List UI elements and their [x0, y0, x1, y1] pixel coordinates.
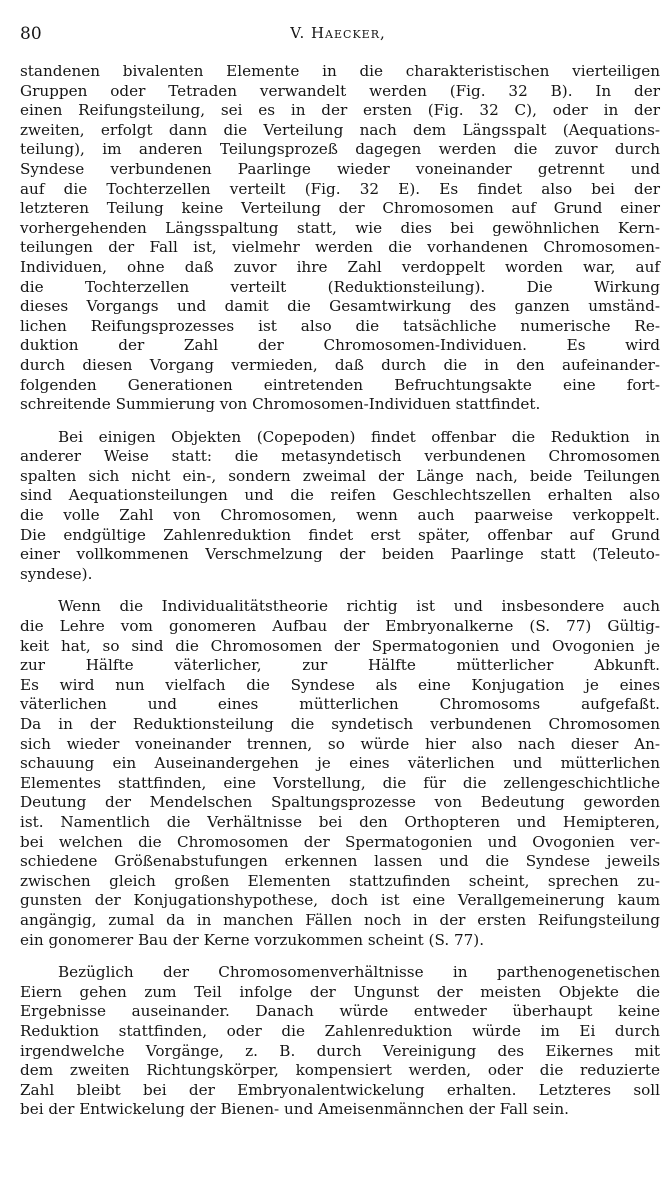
paragraph — [20, 963, 660, 1120]
text-line: sind Aequationsteilungen und die reifen Geschlechtszellen erhalten also — [20, 486, 660, 505]
text-line: zwischen gleich großen Elementen stattzufinden scheint, sprechen zu- — [20, 871, 660, 890]
text-line: Es wird nun vielfach die Syndese als eine Konjugation je eines — [20, 675, 660, 694]
text-line: Wenn die Individualitätstheorie richtig ist und insbesondere auch — [58, 597, 660, 616]
paragraph-gap — [20, 415, 660, 428]
text-line: gunsten der Konjugationshypothese, doch ist eine Verallgemeinerung kaum — [20, 891, 660, 910]
text-line: väterlichen und eines mütterlichen Chromosoms aufgefaßt. — [20, 695, 660, 714]
text-line: syndese). — [20, 564, 93, 583]
text-line: Elementes stattfinden, eine Vorstellung, die für die zellengeschichtliche — [20, 773, 660, 792]
running-head: V. Haecker, — [290, 24, 386, 42]
text-line: duktion der Zahl der Chromosomen-Individuen. Es wird — [20, 336, 660, 355]
text-line: Individuen, ohne daß zuvor ihre Zahl verdoppelt worden war, auf — [20, 257, 660, 276]
text-line: schauung ein Auseinandergehen je eines väterlichen und mütterlichen — [20, 754, 660, 773]
text-line: ist. Namentlich die Verhältnisse bei den Orthopteren und Hemipteren, — [20, 812, 660, 831]
text-line: letzteren Teilung keine Verteilung der Chromosomen auf Grund einer — [20, 199, 660, 218]
text-line: einen Reifungsteilung, sei es in der ersten (Fig. 32 C), oder in der — [20, 101, 660, 120]
text-line: standenen bivalenten Elemente in die charakteristischen vierteiligen — [20, 62, 660, 80]
text-line: vorhergehenden Längsspaltung statt, wie dies bei gewöhnlichen Kern- — [20, 218, 660, 237]
text-line: zur Hälfte väterlicher, zur Hälfte mütterlicher Abkunft. — [20, 656, 660, 675]
paragraph-gap — [20, 584, 660, 597]
text-line: Die endgültige Zahlenreduktion findet erst später, offenbar auf Grund — [20, 525, 660, 544]
text-line: anderer Weise statt: die metasyndetisch verbundenen Chromosomen — [20, 447, 660, 466]
text-line: Eiern gehen zum Teil infolge der Ungunst der meisten Objekte die — [20, 982, 660, 1001]
text-line: Ergebnisse auseinander. Danach würde entweder überhaupt keine — [20, 1002, 660, 1021]
text-line: die Tochterzellen verteilt (Reduktionsteilung). Die Wirkung — [20, 277, 660, 296]
text-line: sich wieder voneinander trennen, so würde hier also nach dieser An- — [20, 734, 660, 753]
text-line: Bezüglich der Chromosomenverhältnisse in parthenogenetischen — [58, 963, 660, 982]
paragraph-gap — [20, 950, 660, 963]
text-line: teilungen der Fall ist, vielmehr werden die vorhandenen Chromosomen- — [20, 238, 660, 257]
page-header — [20, 24, 656, 48]
text-line: teilung), im anderen Teilungsprozeß dagegen werden die zuvor durch — [20, 140, 660, 159]
text-line: Syndese verbundenen Paarlinge wieder voneinander getrennt und — [20, 159, 660, 178]
text-line: angängig, zumal da in manchen Fällen noch in der ersten Reifungsteilung — [20, 910, 660, 929]
text-line: lichen Reifungsprozesses ist also die tatsächliche numerische Re- — [20, 316, 660, 335]
page-number: 80 — [20, 24, 42, 44]
text-line: spalten sich nicht ein-, sondern zweimal der Länge nach, beide Teilungen — [20, 466, 660, 485]
text-line: Da in der Reduktionsteilung die syndetisch verbundenen Chromosomen — [20, 715, 660, 733]
text-line: auf die Tochterzellen verteilt (Fig. 32 E). Es findet also bei der — [20, 179, 660, 198]
text-line: folgenden Generationen eintretenden Befruchtungsakte eine fort- — [20, 375, 660, 394]
text-line: Zahl bleibt bei der Embryonalentwickelung erhalten. Letzteres soll — [20, 1080, 660, 1099]
text-line: dem zweiten Richtungskörper, kompensiert werden, oder die reduzierte — [20, 1061, 660, 1080]
paragraph — [20, 597, 660, 950]
paragraph — [20, 428, 660, 585]
text-line: zweiten, erfolgt dann die Verteilung nach dem Längsspalt (Aequations- — [20, 120, 660, 139]
text-line: Reduktion stattfinden, oder die Zahlenreduktion würde im Ei durch — [20, 1021, 660, 1040]
body-text — [20, 62, 660, 1120]
text-line: Deutung der Mendelschen Spaltungsprozesse von Bedeutung geworden — [20, 793, 660, 812]
text-line: bei der Entwickelung der Bienen- und Ameisenmännchen der Fall sein. — [20, 1100, 569, 1119]
text-line: die Lehre vom gonomeren Aufbau der Embryonalkerne (S. 77) Gültig- — [20, 617, 660, 636]
text-line: einer vollkommenen Verschmelzung der beiden Paarlinge statt (Teleuto- — [20, 545, 660, 564]
text-line: durch diesen Vorgang vermieden, daß durch die in den aufeinander- — [20, 355, 660, 374]
text-line: schiedene Größenabstufungen erkennen lassen und die Syndese jeweils — [20, 852, 660, 871]
text-line: dieses Vorgangs und damit die Gesamtwirkung des ganzen umständ- — [20, 297, 660, 316]
text-line: ein gonomerer Bau der Kerne vorzukommen scheint (S. 77). — [20, 930, 485, 949]
text-line: Bei einigen Objekten (Copepoden) findet offenbar die Reduktion in — [58, 427, 660, 446]
text-line: Gruppen oder Tetraden verwandelt werden (Fig. 32 B). In der — [20, 81, 660, 100]
paragraph — [20, 62, 660, 415]
text-line: schreitende Summierung von Chromosomen-Individuen stattfindet. — [20, 395, 541, 414]
text-line: irgendwelche Vorgänge, z. B. durch Vereinigung des Eikernes mit — [20, 1041, 660, 1060]
text-line: bei welchen die Chromosomen der Spermatogonien und Ovogonien ver- — [20, 832, 660, 851]
text-line: keit hat, so sind die Chromosomen der Spermatogonien und Ovogonien je — [20, 636, 660, 655]
text-line: die volle Zahl von Chromosomen, wenn auch paarweise verkoppelt. — [20, 506, 660, 525]
